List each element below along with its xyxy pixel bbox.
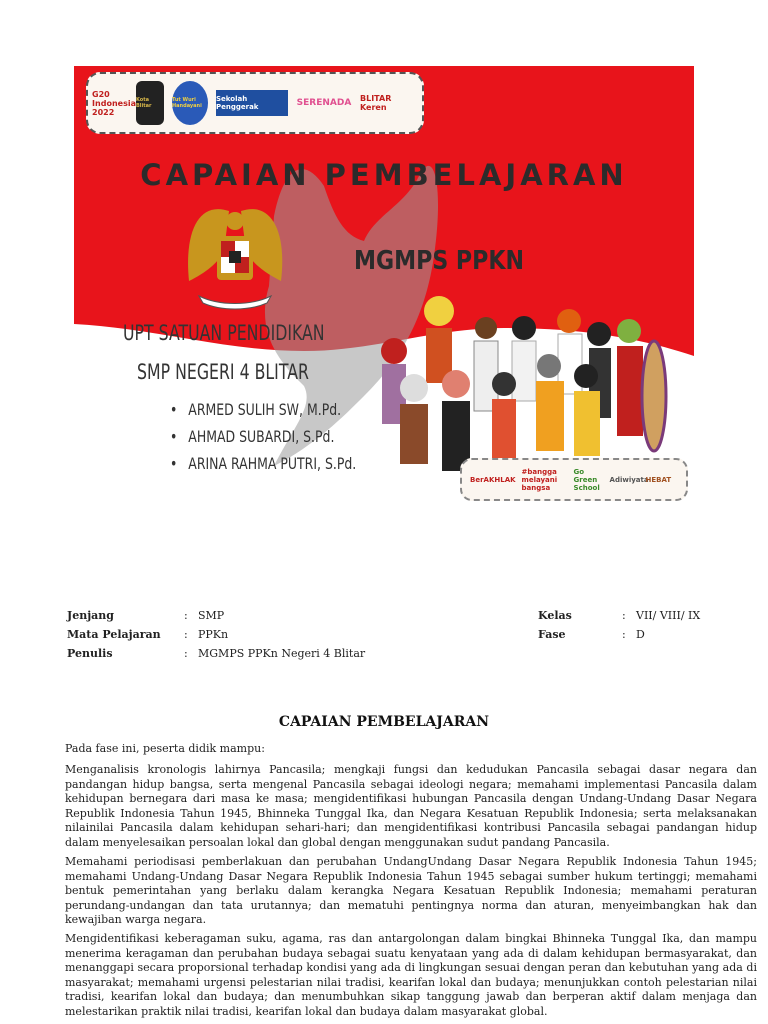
meta-value-kelas: VII/ VIII/ IX [636, 609, 701, 622]
characters-illustration [364, 296, 666, 481]
paragraph: Menganalisis kronologis lahirnya Pancasila; mengkaji fungsi dan kedudukan Pancasila sebagai dasar negara dan pandangan hidup bangsa, serta mengenal Pancasila sebagai ideologi negara; memahami implementasi Pancasila dalam kehidupan bernegara dari masa ke masa; mengidentifikasi hubungan Pancasila dengan Undang-Undang Dasar Negara Republik Indonesia Tahun 1945, Bhinneka Tunggal Ika, dan Negara Kesatuan Republik Indonesia; serta melaksanakan nilainilai Pancasila dalam kehidupan sehari-hari; dan mengidentifikasi kontribusi Pancasila sebagai pandangan hidup dalam menyelesaikan persoalan lokal dan global dengan menggunakan sudut pandang Pancasila. [65, 763, 757, 849]
meta-sep: : [184, 628, 188, 641]
meta-sep: : [622, 628, 626, 641]
meta-label: Kelas [538, 609, 572, 622]
meta-sep: : [622, 609, 626, 622]
logo-hebat: HEBAT [645, 475, 672, 484]
author-item: • ARMED SULIH SW, M.Pd. [170, 400, 341, 419]
meta-label: Mata Pelajaran [67, 628, 161, 641]
logo-sekolah-penggerak: Sekolah Penggerak [216, 90, 288, 116]
logo-adiwiyata: Adiwiyata [609, 475, 649, 484]
school-line-2: SMP NEGERI 4 BLITAR [137, 360, 309, 384]
section-heading: CAPAIAN PEMBELAJARAN [278, 714, 490, 730]
cover-image [74, 66, 694, 506]
paragraph: Mengidentifikasi keberagaman suku, agama, ras dan antargolongan dalam bingkai Bhinneka Tunggal Ika, dan mampu menerima keragaman dan perubahan budaya sebagai suatu kenyataan yang ada di dalam kehidupan bermasyarakat, dan menanggapi secara proporsional terhadap kondisi yang ada di lingkungan sesuai dengan peran dan kebutuhan yang ada di masyarakat; memahami urgensi pelestarian nilai tradisi, kearifan lokal dan budaya; menunjukkan contoh pelestarian nilai tradisi, kearifan lokal dan budaya; dan menumbuhkan sikap tanggung jawab dan berperan aktif dalam menjaga dan melestarikan praktik nilai tradisi, kearifan lokal dan budaya dalam masyarakat global. [65, 932, 757, 1018]
logo-kota-blitar: Kota Blitar [136, 81, 164, 125]
meta-value-mapel: PPKn [198, 628, 229, 641]
author-item: • ARINA RAHMA PUTRI, S.Pd. [170, 454, 356, 473]
intro-text: Pada fase ini, peserta didik mampu: [65, 742, 265, 755]
paragraph: Memahami periodisasi pemberlakuan dan perubahan UndangUndang Dasar Negara Republik Indonesia Tahun 1945; memahami Undang-Undang Dasar Negara Republik Indonesia Tahun 1945 sebagai sumber hukum tertinggi; memahami bentuk pemerintahan yang berlaku dalam kerangka Negara Kesatuan Republik Indonesia; memahami peraturan perundang-undangan dan tata urutannya; dan mematuhi pentingnya norma dan aturan, menyeimbangkan hak dan kewajiban warga negara. [65, 855, 757, 927]
meta-label: Fase [538, 628, 566, 641]
logo-bangga-melayani: #bangga melayani bangsa [521, 467, 558, 492]
meta-label: Penulis [67, 647, 113, 660]
sponsor-logos-top [86, 72, 424, 134]
author-item: • AHMAD SUBARDI, S.Pd. [170, 427, 334, 446]
logo-g20: G20 Indonesia 2022 [92, 89, 136, 117]
meta-sep: : [184, 647, 188, 660]
logo-berakhlak: BerAKHLAK [470, 475, 516, 484]
meta-value-fase: D [636, 628, 645, 641]
sponsor-logos-bottom [460, 458, 688, 501]
meta-label: Jenjang [67, 609, 114, 622]
meta-sep: : [184, 609, 188, 622]
meta-value-jenjang: SMP [198, 609, 225, 622]
logo-blitar-keren: BLITAR Keren [360, 94, 392, 112]
school-line-1: UPT SATUAN PENDIDIKAN [123, 321, 325, 345]
cover-subtitle: MGMPS PPKN [354, 246, 524, 276]
meta-value-penulis: MGMPS PPKn Negeri 4 Blitar [198, 647, 366, 660]
logo-tut-wuri: Tut Wuri Handayani [172, 81, 208, 125]
logo-green-school: Go Green School [573, 467, 600, 492]
logo-serenada: SERENADA [296, 98, 352, 108]
cover-title: CAPAIAN PEMBELAJARAN [140, 158, 628, 192]
